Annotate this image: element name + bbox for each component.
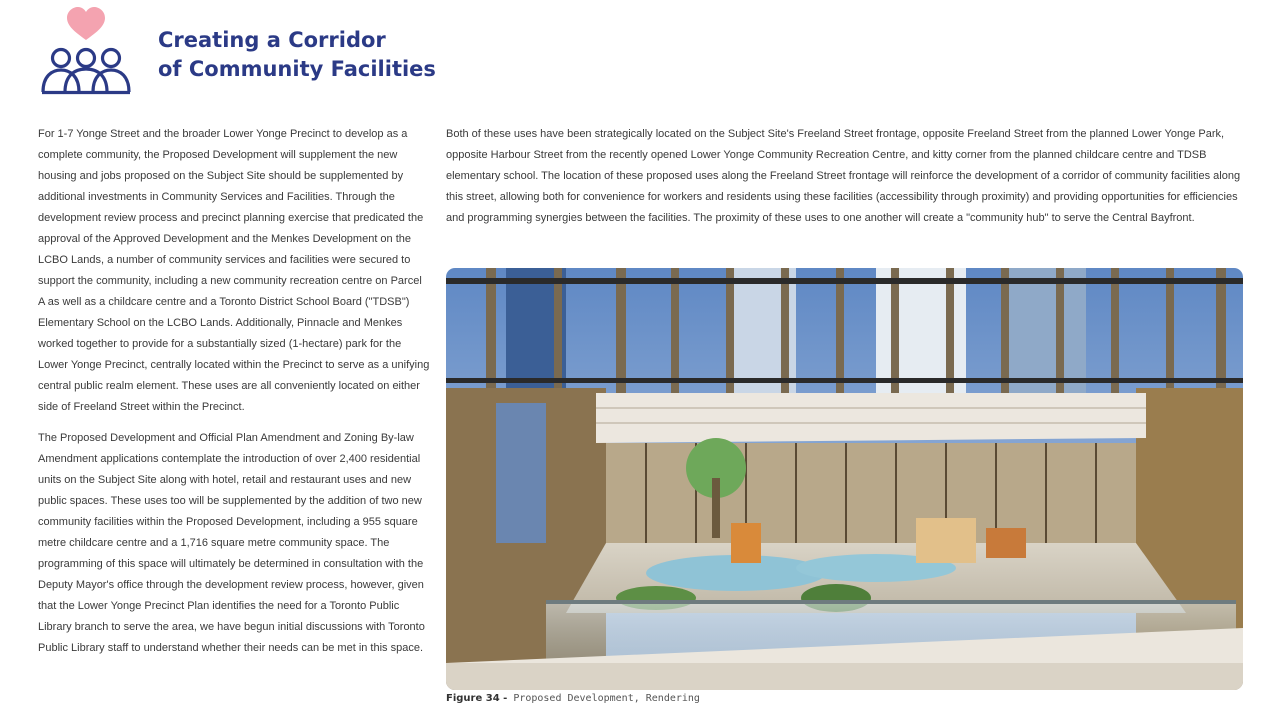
right-text-column xyxy=(446,124,1242,229)
figure-caption-text: Proposed Development, Rendering xyxy=(513,693,700,704)
left-paragraph-1: For 1-7 Yonge Street and the broader Lower Yonge Precinct to develop as a complete community, the Proposed Development will supplement the new housing and jobs proposed on the Subject Site should be supplemented by additional investments in Community Services and Facilities. Through the development review process and precinct planning exercise that predicated the approval of the Approved Development and the Menkes Development on the LCBO Lands, a number of community services and facilities were secured to support the community, including a new community recreation centre on Parcel A as well as a childcare centre and a Toronto District School Board ("TDSB") Elementary School on the LCBO Lands. Additionally, Pinnacle and Menkes worked together to provide for a substantially sized (1-hectare) park for the Lower Yonge Precinct, centrally located within the Precinct to serve as a unifying central public realm element. These uses are all conveniently located on either side of Freeland Street within the Precinct. xyxy=(38,128,430,413)
title-line-1: Creating a Corridor xyxy=(158,28,386,52)
left-paragraph-2: The Proposed Development and Official Plan Amendment and Zoning By-law Amendment applications contemplate the introduction of over 2,400 residential units on the Subject Site along with hotel, retail and restaurant uses and new public spaces. These uses too will be supplemented by the addition of two new community facilities within the Proposed Development, including a 955 square metre childcare centre and a 1,716 square metre community space. The programming of this space will ultimately be determined in consultation with the Deputy Mayor's office through the development review process, however, given that the Lower Yonge Precinct Plan identifies the need for a Toronto Public Library branch to serve the area, we have begun initial discussions with Toronto Public Library staff to understand whether their needs can be met in this space. xyxy=(38,432,425,654)
figure-caption-label: Figure 34 - xyxy=(446,693,508,704)
title-line-2: of Community Facilities xyxy=(158,57,436,81)
figure-caption xyxy=(446,693,700,704)
left-text-column xyxy=(38,124,430,669)
right-paragraph: Both of these uses have been strategically located on the Subject Site's Freeland Street frontage, opposite Freeland Street from the planned Lower Yonge Park, opposite Harbour Street from the recently opened Lower Yonge Community Recreation Centre, and kitty corner from the planned childcare centre and TDSB elementary school. The location of these proposed uses along the Freeland Street frontage will reinforce the development of a corridor of community facilities along this street, allowing both for convenience for workers and residents using these facilities (accessibility through proximity) and providing opportunities for efficiencies and programming synergies between the facilities. The proximity of these uses to one another will create a "community hub" to serve the Central Bayfront. xyxy=(446,128,1241,224)
community-heart-icon xyxy=(38,6,134,98)
page-title xyxy=(158,26,436,84)
rendering-image xyxy=(446,268,1243,690)
